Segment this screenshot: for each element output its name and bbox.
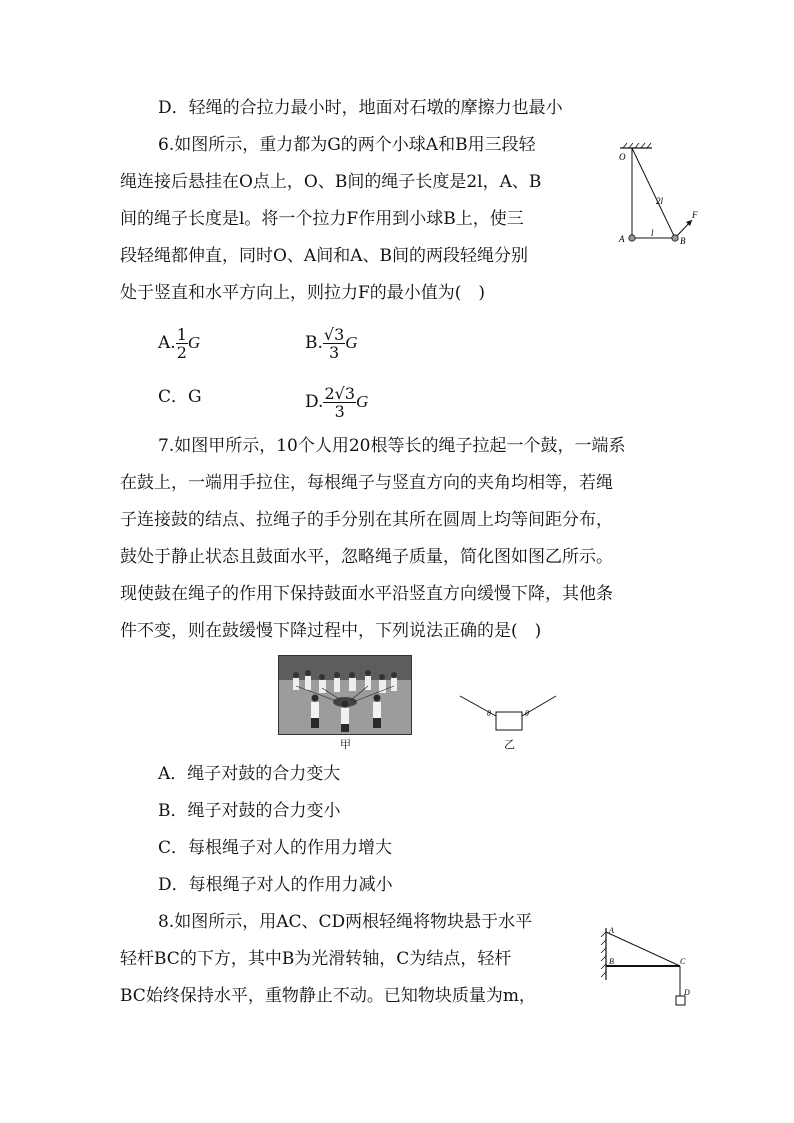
label-d: D xyxy=(684,988,690,997)
ball-b xyxy=(672,235,678,241)
ceiling-hatch xyxy=(623,143,651,148)
q7-option-b: B．绳子对鼓的合力变小 xyxy=(158,801,341,821)
q6-line-3: 间的绳子长度是l。将一个拉力F作用到小球B上，使三 xyxy=(120,209,524,229)
theta-left: θ xyxy=(487,709,491,718)
ball-a xyxy=(629,235,635,241)
label-a: A xyxy=(609,926,614,935)
label-c: C xyxy=(680,957,686,966)
q7-line-2: 在鼓上，一端用手拉住，每根绳子与竖直方向的夹角均相等，若绳 xyxy=(120,473,613,493)
rope-ob xyxy=(632,148,675,238)
q6-diagram xyxy=(612,140,702,260)
photo-drum-game xyxy=(278,655,412,735)
q7-line-4: 鼓处于静止状态且鼓面水平，忽略绳子质量，简化图如图乙所示。 xyxy=(120,547,613,567)
q6-line-1: 6.如图所示，重力都为G的两个小球A和B用三段轻 xyxy=(158,135,536,155)
q6-line-5: 处于竖直和水平方向上，则拉力F的最小值为( ) xyxy=(120,283,486,303)
label-b: B xyxy=(609,957,614,966)
diagram-yi xyxy=(456,692,560,740)
q8-line-1: 8.如图所示，用AC、CD两根轻绳将物块悬于水平 xyxy=(158,912,533,932)
drum-box xyxy=(496,712,522,730)
label-o: O xyxy=(619,152,626,162)
label-b: B xyxy=(680,236,686,246)
q7-line-3: 子连接鼓的结点、拉绳子的手分别在其所在圆周上均等间距分布， xyxy=(120,510,613,530)
q6-line-4: 段轻绳都伸直，同时O、A间和A、B间的两段轻绳分别 xyxy=(120,246,528,266)
caption-jia: 甲 xyxy=(340,738,351,751)
q7-line-6: 件不变，则在鼓缓慢下降过程中，下列说法正确的是( ) xyxy=(120,621,542,641)
label-a: A xyxy=(619,234,625,244)
q6-option-d: D. $\frac{2√3}{3}$ G xyxy=(305,384,369,421)
q7-option-a: A．绳子对鼓的合力变大 xyxy=(158,764,341,784)
q8-line-2: 轻杆BC的下方，其中B为光滑转轴，C为结点，轻杆 xyxy=(120,949,512,969)
label-f: F xyxy=(692,210,698,220)
label-l: l xyxy=(651,228,654,238)
caption-yi: 乙 xyxy=(504,738,515,751)
q7-line-5: 现使鼓在绳子的作用下保持鼓面水平沿竖直方向缓慢下降，其他条 xyxy=(120,584,613,604)
q7-option-d: D．每根绳子对人的作用力减小 xyxy=(158,875,393,895)
q6-option-c: C．G xyxy=(158,387,202,407)
q6-option-a: A. $\frac{1}{2}$ G xyxy=(158,325,201,362)
q7-option-c: C．每根绳子对人的作用力增大 xyxy=(158,838,393,858)
q6-option-b: B. $\frac{√3}{3}$ G xyxy=(305,325,358,362)
photo-people-illustration xyxy=(279,656,411,734)
q8-diagram xyxy=(596,922,700,1010)
q5-option-d: D．轻绳的合拉力最小时，地面对石墩的摩擦力也最小 xyxy=(158,98,563,118)
label-2l: 2l xyxy=(656,196,664,206)
rope-ac xyxy=(606,932,680,966)
q6-line-2: 绳连接后悬挂在O点上，O、B间的绳子长度是2l，A、B xyxy=(120,172,542,192)
wall-hatch xyxy=(601,932,606,977)
q7-line-1: 7.如图甲所示，10个人用20根等长的绳子拉起一个鼓，一端系 xyxy=(158,436,626,456)
block-d xyxy=(676,996,685,1005)
theta-right: θ xyxy=(525,709,529,718)
q8-line-3: BC始终保持水平，重物静止不动。已知物块质量为m， xyxy=(120,986,536,1006)
